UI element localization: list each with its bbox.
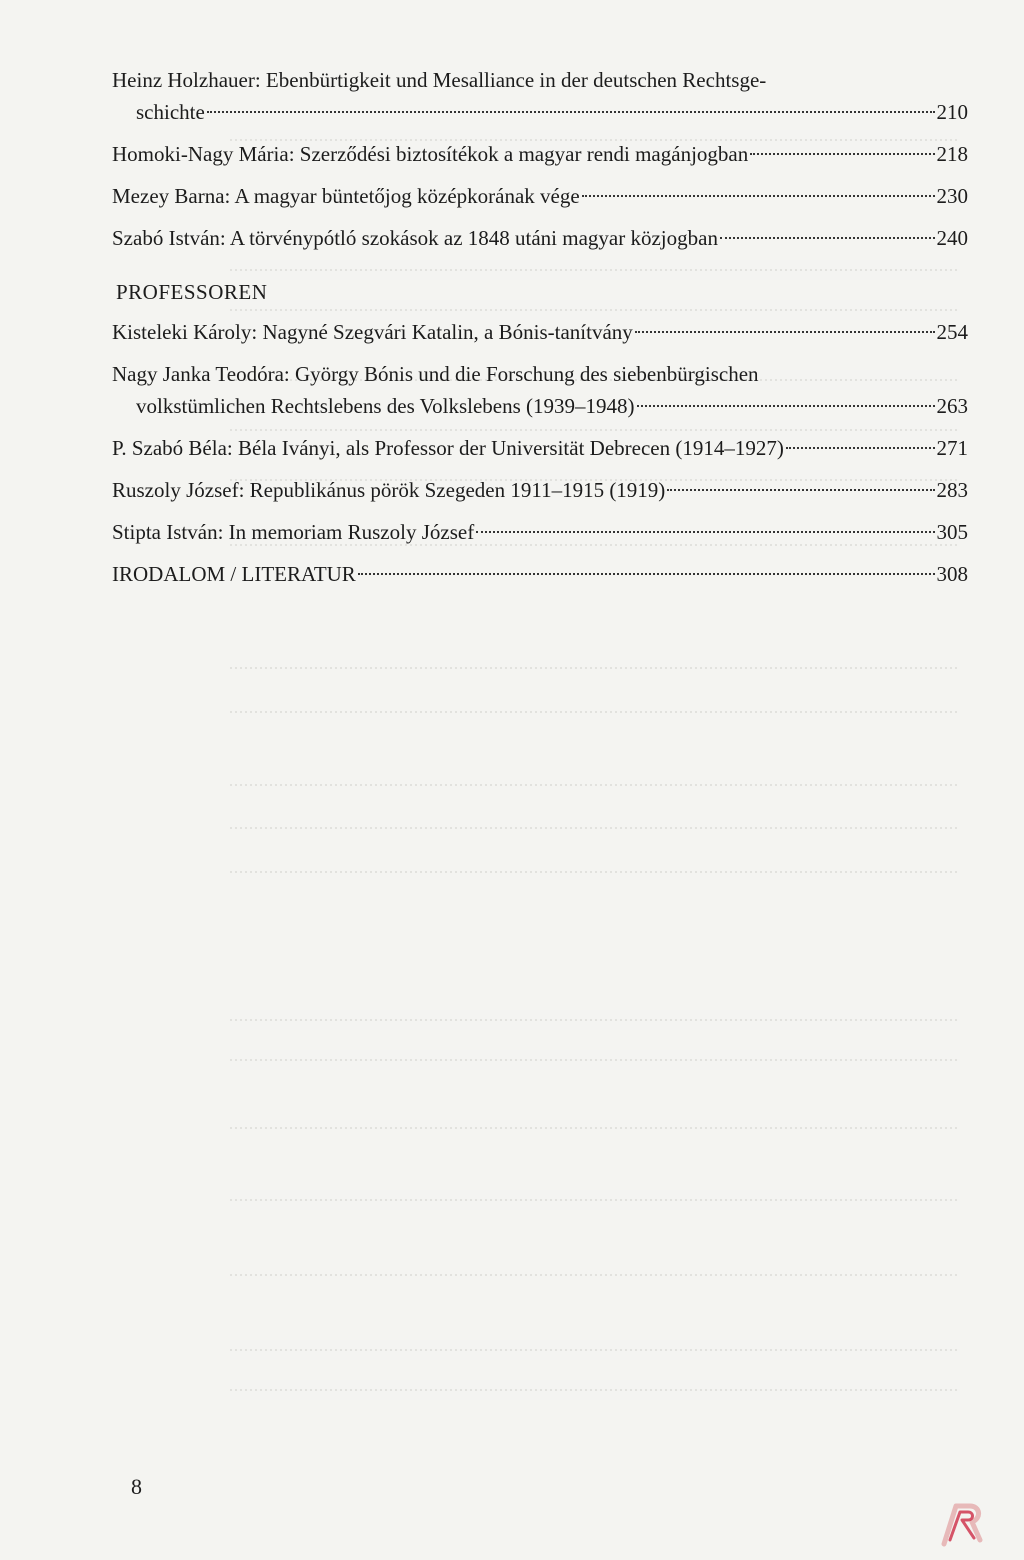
toc-entry: [112, 474, 968, 506]
leader-dots: [358, 573, 935, 575]
toc-entry-title-line: [112, 432, 968, 464]
toc-entry-title-line: [112, 96, 968, 128]
leader-dots: [720, 237, 935, 239]
toc-entry-title: Stipta István: In memoriam Ruszoly József: [112, 520, 475, 544]
toc-page-number: 308: [936, 562, 968, 586]
leader-dots: [786, 447, 935, 449]
page-number: 8: [131, 1474, 142, 1499]
leader-dots: [667, 489, 934, 491]
toc-entry: [112, 358, 968, 422]
toc-entry-title: Nagy Janka Teodóra: György Bónis und die Forschung des siebenbürgischen: [112, 362, 759, 386]
toc-entry-title-line: [112, 474, 968, 506]
toc-page-number: 218: [936, 142, 968, 166]
toc-entry: [112, 222, 968, 254]
toc-page-number: 271: [936, 436, 968, 460]
toc-entry: [112, 432, 968, 464]
toc-entry-title-line: [112, 64, 968, 96]
leader-dots: [476, 531, 934, 533]
toc-entry-title-continued: schichte: [136, 100, 205, 124]
toc-entry-title-line: [112, 558, 968, 590]
toc-page-number: 230: [936, 184, 968, 208]
toc-entry-title-line: [112, 180, 968, 212]
table-of-contents: [112, 64, 968, 600]
toc-entry-literatur: [112, 558, 968, 590]
toc-entry-title-continued: volkstümlichen Rechtslebens des Volkslebens (1939–1948): [136, 394, 635, 418]
toc-page-number: 283: [936, 478, 968, 502]
toc-entry-title-line: [112, 316, 968, 348]
toc-entry: [112, 316, 968, 348]
toc-entry-title-line: [112, 390, 968, 422]
leader-dots: [582, 195, 935, 197]
leader-dots: [637, 405, 935, 407]
toc-entry-title: Szabó István: A törvénypótló szokások az 1848 utáni magyar közjogban: [112, 226, 718, 250]
toc-entry-title: P. Szabó Béla: Béla Iványi, als Professor der Universität Debrecen (1914–1927): [112, 436, 784, 460]
toc-entry: [112, 516, 968, 548]
toc-entry: [112, 138, 968, 170]
leader-dots: [635, 331, 935, 333]
toc-entry-title: Homoki-Nagy Mária: Szerződési biztosítékok a magyar rendi magánjogban: [112, 142, 749, 166]
toc-entry: [112, 64, 968, 128]
toc-entry-title: Ruszoly József: Republikánus pörök Szegeden 1911–1915 (1919): [112, 478, 666, 502]
toc-entry: [112, 180, 968, 212]
toc-entry-title: Heinz Holzhauer: Ebenbürtigkeit und Mesalliance in der deutschen Rechtsge-: [112, 68, 767, 92]
toc-page-number: 305: [936, 520, 968, 544]
section-heading-professoren: PROFESSOREN: [116, 280, 268, 304]
toc-entry-title-line: [112, 358, 968, 390]
toc-entry-title-line: [112, 138, 968, 170]
toc-page-number: 254: [936, 320, 968, 344]
toc-entry-title-line: [112, 222, 968, 254]
leader-dots: [750, 153, 934, 155]
toc-entry-title: Mezey Barna: A magyar büntetőjog középkorának vége: [112, 184, 580, 208]
leader-dots: [207, 111, 935, 113]
toc-entry-title: Kisteleki Károly: Nagyné Szegvári Katalin, a Bónis-tanítvány: [112, 320, 633, 344]
toc-entry-title-line: [112, 516, 968, 548]
publisher-logo-icon: [936, 1500, 994, 1548]
toc-page-number: 210: [936, 100, 968, 124]
toc-entry-title: IRODALOM / LITERATUR: [112, 562, 356, 586]
toc-page-number: 263: [936, 394, 968, 418]
toc-page-number: 240: [936, 226, 968, 250]
